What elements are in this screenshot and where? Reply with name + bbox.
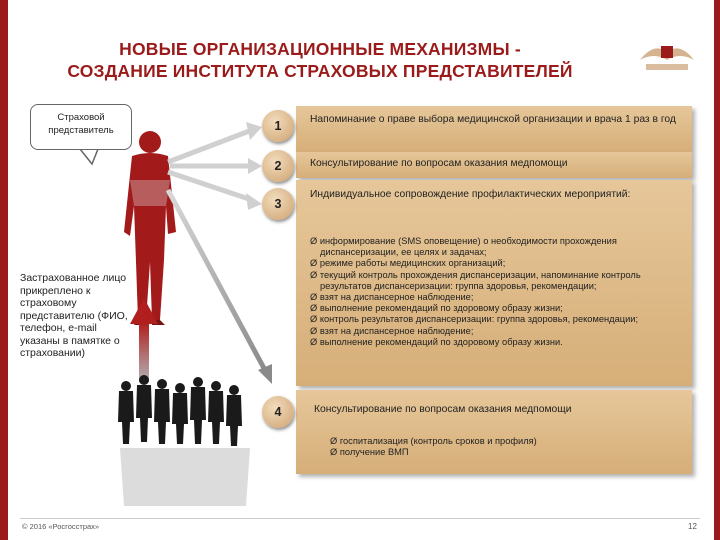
step-4-number: 4 <box>262 396 294 428</box>
step-3-number: 3 <box>262 188 294 220</box>
footer-copyright: © 2016 «Росгосстрах» <box>22 522 100 531</box>
step-4-box <box>296 390 692 474</box>
step-2-box <box>296 152 692 178</box>
bubble-line-2: представитель <box>48 125 114 136</box>
step-3-text: Индивидуальное сопровождение профилактических мероприятий: <box>310 189 631 200</box>
step-1-text: Напоминание о праве выбора медицинской организации и врача 1 раз в год <box>310 114 676 125</box>
step-1-box <box>296 106 692 152</box>
title-line-1: НОВЫЕ ОРГАНИЗАЦИОННЫЕ МЕХАНИЗМЫ - <box>119 39 521 59</box>
crowd-reflection <box>120 448 250 506</box>
step-3-item: Ø текущий контроль прохождения диспансеризации, напоминание контроль результатов диспансеризации: группа здоровья, рекомендации; <box>310 269 641 291</box>
step-4-item: Ø получение ВМП <box>330 447 409 458</box>
step-3-list <box>310 236 692 348</box>
step-2-number: 2 <box>262 150 294 182</box>
page-number: 12 <box>688 522 697 531</box>
bubble-tail <box>80 149 98 164</box>
step-4-list <box>330 436 670 458</box>
step-3-item: Ø выполнение рекомендаций по здоровому образу жизни; <box>310 303 563 314</box>
step-3-item: Ø контроль результатов диспансеризации: группа здоровья, рекомендации; <box>310 314 639 325</box>
representative-reflection <box>130 180 170 206</box>
representative-speech-bubble <box>30 104 132 150</box>
bubble-line-1: Страховой <box>57 112 105 123</box>
crowd-silhouettes <box>118 375 242 446</box>
step-2-text: Консультирование по вопросам оказания медпомощи <box>310 158 568 169</box>
insured-person-text: Застрахованное лицо прикреплено к страховому представителю (ФИО, телефон, e-mail указаны в памятке о страховании) <box>20 272 128 359</box>
footer-divider <box>20 518 700 519</box>
step-3-item: Ø выполнение рекомендаций по здоровому образу жизни. <box>310 336 563 347</box>
step-4-text: Консультирование по вопросам оказания медпомощи <box>314 404 572 415</box>
step-1-number: 1 <box>262 110 294 142</box>
step-3-item: Ø информирование (SMS оповещение) о необходимости прохождения диспансеризации, ее целях и задачах; <box>310 236 617 258</box>
step-4-item: Ø госпитализация (контроль сроков и профиля) <box>330 436 537 446</box>
step-arrows <box>168 122 272 384</box>
title-line-2: СОЗДАНИЕ ИНСТИТУТА СТРАХОВЫХ ПРЕДСТАВИТЕЛЕЙ <box>67 61 573 81</box>
step-3-item: Ø режиме работы медицинских организаций; <box>310 258 506 269</box>
step-3-item: Ø взят на диспансерное наблюдение; <box>310 292 474 303</box>
step-3-item: Ø взят на диспансерное наблюдение; <box>310 325 474 336</box>
